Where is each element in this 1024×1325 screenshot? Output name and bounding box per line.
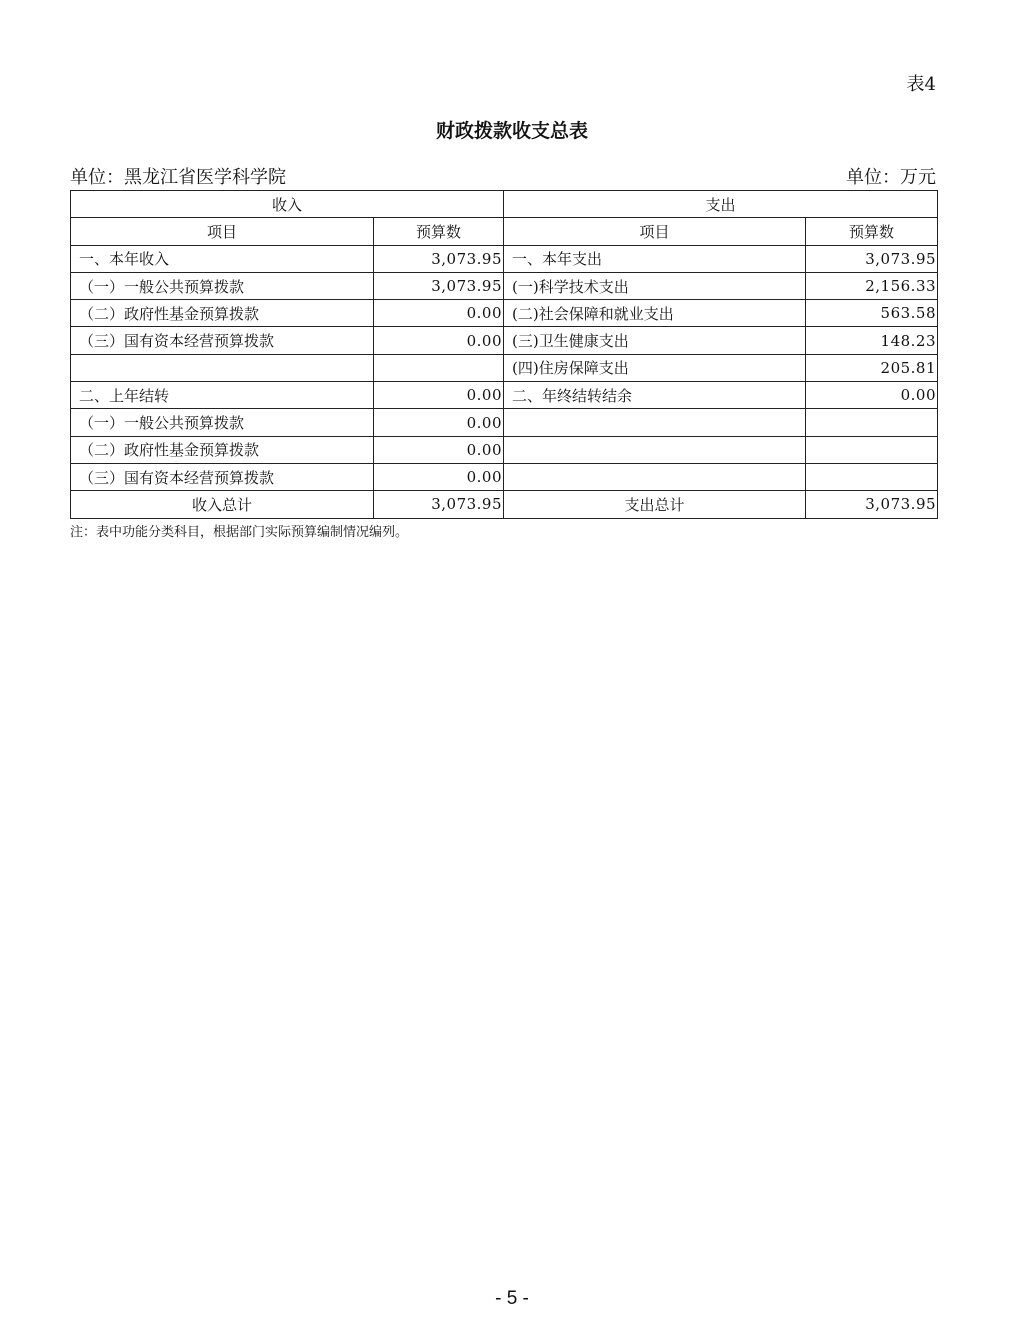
income-amount: 0.00 <box>374 409 504 436</box>
income-amount: 3,073.95 <box>374 245 504 272</box>
expense-amount <box>806 463 938 490</box>
table-row <box>71 300 938 327</box>
expense-amount-header: 预算数 <box>806 218 938 245</box>
budget-table <box>70 190 938 519</box>
table-number: 表4 <box>906 74 936 95</box>
table-row <box>71 436 938 463</box>
income-amount: 0.00 <box>374 436 504 463</box>
expense-header: 支出 <box>504 191 938 218</box>
expense-amount: 563.58 <box>806 300 938 327</box>
income-header: 收入 <box>71 191 504 218</box>
table-row <box>71 245 938 272</box>
expense-item: (三)卫生健康支出 <box>504 327 806 354</box>
table-row <box>71 382 938 409</box>
total-row <box>71 491 938 518</box>
page-number: - 5 - <box>495 1288 529 1309</box>
income-amount-header: 预算数 <box>374 218 504 245</box>
expense-item: 一、本年支出 <box>504 245 806 272</box>
income-item: （二）政府性基金预算拨款 <box>71 436 374 463</box>
unit-organization: 单位：黑龙江省医学科学院 <box>70 167 286 188</box>
table-row <box>71 354 938 381</box>
income-amount: 0.00 <box>374 327 504 354</box>
income-total-amount: 3,073.95 <box>374 491 504 518</box>
expense-total-label: 支出总计 <box>504 491 806 518</box>
unit-currency: 单位：万元 <box>846 167 936 188</box>
expense-amount: 148.23 <box>806 327 938 354</box>
income-amount <box>374 354 504 381</box>
expense-item: (四)住房保障支出 <box>504 354 806 381</box>
section-header-row <box>71 191 938 218</box>
expense-item: 二、年终结转结余 <box>504 382 806 409</box>
income-item-header: 项目 <box>71 218 374 245</box>
income-item: 一、本年收入 <box>71 245 374 272</box>
table-note: 注：表中功能分类科目，根据部门实际预算编制情况编列。 <box>70 525 409 540</box>
table-row <box>71 272 938 299</box>
expense-item <box>504 436 806 463</box>
expense-amount: 205.81 <box>806 354 938 381</box>
expense-amount: 3,073.95 <box>806 245 938 272</box>
expense-item <box>504 463 806 490</box>
table-row <box>71 463 938 490</box>
expense-amount <box>806 436 938 463</box>
expense-item-header: 项目 <box>504 218 806 245</box>
income-item: 二、上年结转 <box>71 382 374 409</box>
income-item: （一）一般公共预算拨款 <box>71 409 374 436</box>
expense-item: (二)社会保障和就业支出 <box>504 300 806 327</box>
income-item: （二）政府性基金预算拨款 <box>71 300 374 327</box>
column-header-row <box>71 218 938 245</box>
expense-amount <box>806 409 938 436</box>
income-item: （三）国有资本经营预算拨款 <box>71 327 374 354</box>
expense-total-amount: 3,073.95 <box>806 491 938 518</box>
income-amount: 0.00 <box>374 382 504 409</box>
expense-amount: 0.00 <box>806 382 938 409</box>
table-row <box>71 409 938 436</box>
income-amount: 0.00 <box>374 463 504 490</box>
document-title: 财政拨款收支总表 <box>435 120 588 142</box>
expense-item: (一)科学技术支出 <box>504 272 806 299</box>
income-item <box>71 354 374 381</box>
income-amount: 0.00 <box>374 300 504 327</box>
table-row <box>71 327 938 354</box>
expense-amount: 2,156.33 <box>806 272 938 299</box>
income-total-label: 收入总计 <box>71 491 374 518</box>
income-item: （三）国有资本经营预算拨款 <box>71 463 374 490</box>
income-amount: 3,073.95 <box>374 272 504 299</box>
income-item: （一）一般公共预算拨款 <box>71 272 374 299</box>
expense-item <box>504 409 806 436</box>
